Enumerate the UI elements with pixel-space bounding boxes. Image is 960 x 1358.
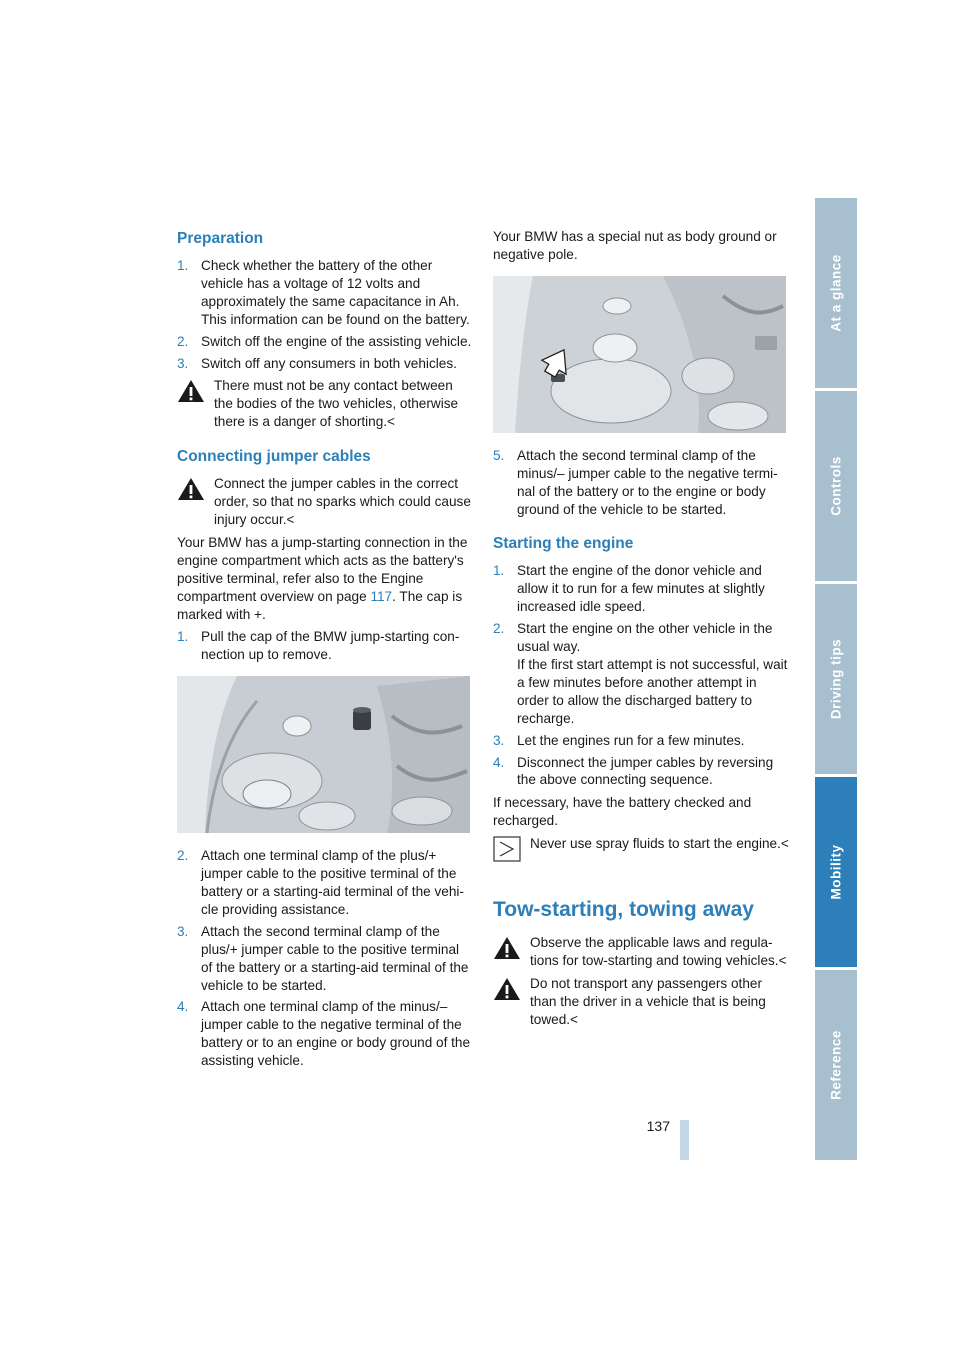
list-item xyxy=(177,628,473,664)
note-corner-icon xyxy=(493,836,521,862)
list-item xyxy=(493,754,789,790)
tab-label: Mobility xyxy=(828,844,844,900)
chapter-tabs xyxy=(815,198,857,1160)
tab-at-a-glance[interactable] xyxy=(815,198,857,388)
list-item xyxy=(493,620,789,727)
starting-the-engine-heading: Starting the engine xyxy=(493,535,634,553)
step-text: Attach one terminal clamp of the plus/+ jumper cable to the positive terminal of the battery or a starting-aid terminal of the vehicle providing assistance. xyxy=(201,848,464,917)
tab-mobility[interactable] xyxy=(815,777,857,967)
tab-controls[interactable] xyxy=(815,391,857,581)
list-item xyxy=(177,355,473,373)
step-text: Let the engines run for a few minutes. xyxy=(517,732,745,748)
page-reference-link[interactable]: 117 xyxy=(370,588,393,604)
step-number: 1. xyxy=(177,258,189,273)
tab-label: Reference xyxy=(828,1030,844,1100)
step-text: Pull the cap of the BMW jump-starting connection up to remove. xyxy=(201,629,460,663)
step-text: Check whether the battery of the other vehicle has a voltage of 12 volts and approximately the same capacitance in Ah. This information can be found on the battery. xyxy=(201,258,470,327)
list-item xyxy=(493,732,789,750)
step-number: 1. xyxy=(493,563,505,579)
connect-step-5 xyxy=(493,447,789,519)
page-number: 137 xyxy=(646,1118,670,1134)
step-number: 3. xyxy=(177,355,189,371)
left-column xyxy=(177,228,473,1075)
list-item xyxy=(177,923,473,995)
jump-start-connection-image xyxy=(177,676,470,833)
step-number: 5. xyxy=(493,447,505,463)
tow-laws-warning xyxy=(493,934,789,970)
step-text: Start the engine on the other vehicle in the usual way. If the first start attempt is not successful, wait a few minutes before another attempt in order to allow the discharged battery to recharge. xyxy=(517,621,788,726)
warning-triangle-icon xyxy=(177,378,205,404)
warning-triangle-icon xyxy=(177,476,205,502)
step-number: 4. xyxy=(493,754,505,770)
list-item xyxy=(493,447,789,519)
step-text: Switch off the engine of the assisting vehicle. xyxy=(201,333,472,349)
list-item xyxy=(177,847,473,919)
list-item xyxy=(177,333,473,351)
list-item xyxy=(493,562,789,616)
connect-step-1 xyxy=(177,628,473,664)
step-text: Attach one terminal clamp of the minus/– jumper cable to the negative terminal of the battery or to an engine or body ground of the assisting vehicle. xyxy=(201,999,471,1069)
step-number: 4. xyxy=(177,999,189,1015)
right-column xyxy=(493,228,789,1034)
step-number: 1. xyxy=(177,629,189,645)
step-number: 2. xyxy=(493,621,505,637)
step-text: Disconnect the jumper cables by reversing the above connecting sequence. xyxy=(517,754,774,788)
list-item xyxy=(177,998,473,1070)
starting-steps xyxy=(493,562,789,789)
warning-text: Observe the applicable laws and regulations for tow-starting and towing vehicles.< xyxy=(530,935,787,969)
warning-triangle-icon xyxy=(493,935,521,961)
tab-label: Driving tips xyxy=(828,638,844,720)
body-ground-paragraph: Your BMW has a special nut as body ground or negative pole. xyxy=(493,229,777,262)
connect-steps-2-4 xyxy=(177,847,473,1070)
body-ground-nut-image xyxy=(493,276,786,433)
warning-text: Connect the jumper cables in the correct order, so that no sparks which could cause injury occur.< xyxy=(214,476,471,527)
note-text: Never use spray fluids to start the engine.< xyxy=(530,836,789,852)
shorting-warning xyxy=(177,377,473,431)
warning-text: Do not transport any passengers other than the driver in a vehicle that is being towed.< xyxy=(530,976,766,1027)
step-number: 3. xyxy=(493,732,505,748)
warning-triangle-icon xyxy=(493,976,521,1002)
recharge-paragraph: If necessary, have the battery checked and recharged. xyxy=(493,795,752,829)
sparks-warning xyxy=(177,475,473,529)
preparation-heading: Preparation xyxy=(177,230,264,247)
step-number: 2. xyxy=(177,333,189,349)
step-text: Start the engine of the donor vehicle and allow it to run for a few minutes at slightly increased idle speed. xyxy=(517,563,765,615)
connecting-jumper-cables-heading: Connecting jumper cables xyxy=(177,448,371,466)
tab-label: At a glance xyxy=(828,254,844,332)
tow-starting-heading: Tow-starting, towing away xyxy=(493,898,754,922)
spray-fluids-note xyxy=(493,835,789,871)
tab-driving-tips[interactable] xyxy=(815,584,857,774)
footer-edition-text: Online Edition for Part no. 01 41 0 014 960 - © 02/08 BMW AG xyxy=(275,1137,665,1153)
warning-text: There must not be any contact between the bodies of the two vehicles, otherwise there is a danger of shorting.< xyxy=(214,378,459,430)
step-text: Attach the second terminal clamp of the minus/– jumper cable to the negative terminal of the battery or to the engine or body ground of the vehicle to be started. xyxy=(517,447,778,517)
tab-reference[interactable] xyxy=(815,970,857,1160)
tab-label: Controls xyxy=(828,456,844,516)
step-text: Switch off any consumers in both vehicles. xyxy=(201,355,457,371)
jump-start-connection-paragraph: Your BMW has a jump-starting connection in the engine compartment which acts as the battery's positive terminal, refer also to the Engine compartment overview on page 117. The cap is marked with +. xyxy=(177,534,468,622)
step-number: 3. xyxy=(177,923,189,939)
step-text: Attach the second terminal clamp of the plus/+ jumper cable to the positive terminal of the battery or a starting-aid terminal of the vehicle to be started. xyxy=(201,923,469,993)
preparation-steps xyxy=(177,257,473,372)
tow-passengers-warning xyxy=(493,975,789,1029)
footer-accent-bar xyxy=(680,1120,689,1160)
list-item xyxy=(177,257,473,329)
step-number: 2. xyxy=(177,848,189,864)
